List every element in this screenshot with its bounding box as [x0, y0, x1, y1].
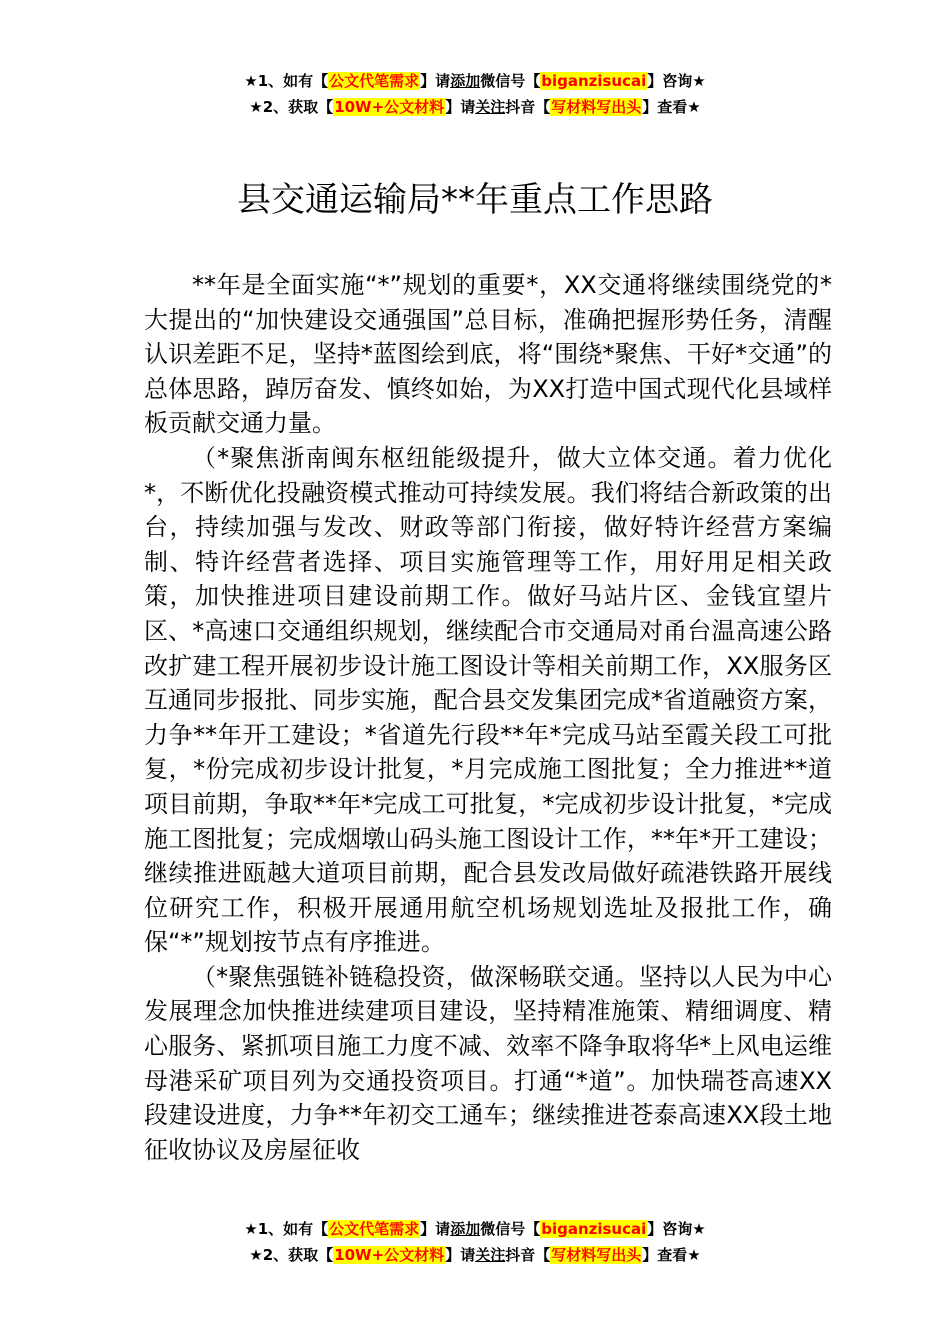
notice-line-1 [0, 1216, 950, 1242]
wechat-id-highlight: biganzisucai [541, 72, 647, 90]
notice-text: 】查看★ [642, 98, 701, 116]
notice-text: 】请 [420, 1220, 451, 1238]
document-body [144, 268, 832, 1167]
paragraph: **年是全面实施“*”规划的重要*，XX交通将继续围绕党的*大提出的“加快建设交通强国”总目标，准确把握形势任务，清醒认识差距不足，坚持*蓝图绘到底，将“围绕*聚焦、干好*交通”的总体思路，踔厉奋发、慎终如始，为XX打造中国式现代化县域样板贡献交通力量。 [144, 271, 832, 438]
notice-text: ★1、如有【 [244, 72, 329, 90]
douyin-id-highlight: 写材料写出头 [551, 1246, 642, 1264]
highlight-text: 10W+公文材料 [334, 98, 445, 116]
wechat-id-highlight: biganzisucai [541, 1220, 647, 1238]
underlined-text: 添加 [450, 1220, 481, 1238]
highlight-text: 10W+公文材料 [334, 1246, 445, 1264]
underlined-text: 关注 [475, 1246, 506, 1264]
notice-text: ★2、获取【 [249, 98, 334, 116]
header-notice-banner [0, 68, 950, 120]
paragraph: （*聚焦浙南闽东枢纽能级提升，做大立体交通。着力优化*，不断优化投融资模式推动可持续发展。我们将结合新政策的出台，持续加强与发改、财政等部门衔接，做好特许经营方案编制、特许经营者选择、项目实施管理等工作，用好用足相关政策，加快推进项目建设前期工作。做好马站片区、金钱宜望片区、*高速口交通组织规划，继续配合市交通局对甬台温高速公路改扩建工程开展初步设计施工图设计等相关前期工作，XX服务区互通同步报批、同步实施，配合县交发集团完成*省道融资方案，力争**年开工建设；*省道先行段**年*完成马站至霞关段工可批复，*份完成初步设计批复，*月完成施工图批复；全力推进**道项目前期，争取**年*完成工可批复，*完成初步设计批复，*完成施工图批复；完成烟墩山码头施工图设计工作，**年*开工建设；继续推进瓯越大道项目前期，配合县发改局做好疏港铁路开展线位研究工作，积极开展通用航空机场规划选址及报批工作，确保“*”规划按节点有序推进。 [144, 443, 832, 957]
document-title: 县交通运输局**年重点工作思路 [237, 180, 713, 220]
notice-line-1 [0, 68, 950, 94]
highlight-text: 公文代笔需求 [329, 72, 420, 90]
notice-text: 】请 [445, 1246, 476, 1264]
notice-text: ★1、如有【 [244, 1220, 329, 1238]
notice-text: 】请 [420, 72, 451, 90]
underlined-text: 关注 [475, 98, 506, 116]
paragraph: （*聚焦强链补链稳投资，做深畅联交通。坚持以人民为中心发展理念加快推进续建项目建设，坚持精准施策、精细调度、精心服务、紧抓项目施工力度不减、效率不降争取将华*上风电运维母港采矿项目列为交通投资项目。打通“*道”。加快瑞苍高速XX段建设进度，力争**年初交工通车；继续推进苍泰高速XX段土地征收协议及房屋征收 [144, 962, 832, 1164]
notice-line-2 [0, 1242, 950, 1268]
highlight-text: 公文代笔需求 [329, 1220, 420, 1238]
douyin-id-highlight: 写材料写出头 [551, 98, 642, 116]
footer-notice-banner [0, 1216, 950, 1268]
notice-text: 】咨询★ [647, 72, 706, 90]
notice-text: 】请 [445, 98, 476, 116]
notice-text: ★2、获取【 [249, 1246, 334, 1264]
notice-text: 抖音【 [505, 98, 551, 116]
notice-text: 】咨询★ [647, 1220, 706, 1238]
notice-text: 抖音【 [505, 1246, 551, 1264]
underlined-text: 添加 [450, 72, 481, 90]
notice-text: 微信号【 [480, 72, 541, 90]
notice-text: 微信号【 [480, 1220, 541, 1238]
notice-line-2 [0, 94, 950, 120]
notice-text: 】查看★ [642, 1246, 701, 1264]
